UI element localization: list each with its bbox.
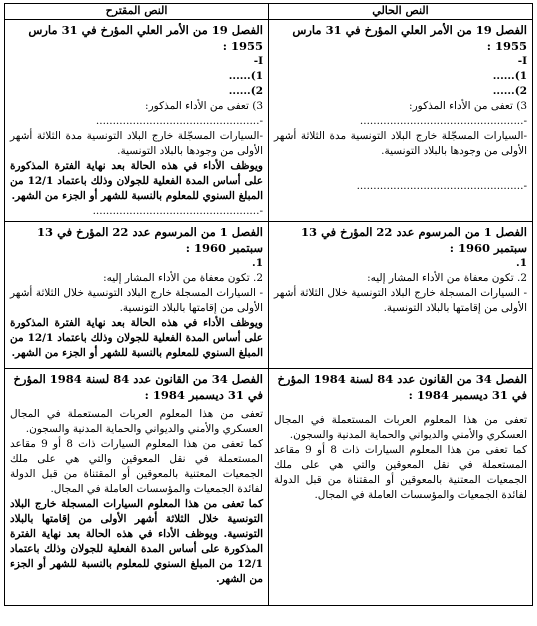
cell-proposed [5,222,269,369]
text-line: 1)...... [492,70,527,82]
article-title: الفصل 1 من المرسوم عدد 22 المؤرخ في 13 سبتمبر 1960 : [37,225,263,255]
added-text: كما تعفى من هذا المعلوم السيارات المسجلة خارج البلاد التونسية خلال الثلاثة أشهر الأولى من إقامتها بالبلاد التونسية. ويوظف الأداء في هذه الحالة بعد نهاية الفترة المذكورة على أساس المدة الفعلية للجولان وذلك باعتماد 12/1 من المبلغ السنوي للمعلوم بالنسبة للشهر أو الجزء من الشهر. [10,498,263,585]
text-line: I- [253,55,263,67]
article-title: الفصل 34 من القانون عدد 84 لسنة 1984 المؤرخ في 31 ديسمبر 1984 : [277,372,527,402]
cell-current [269,20,533,222]
text-line: -السيارات المسجّلة خارج البلاد التونسية مدة الثلاثة أشهر الأولى من وجودها بالبلاد التونسية. [10,130,263,157]
text-line: - السيارات المسجلة خارج البلاد التونسية خلال الثلاثة أشهر الأولى من إقامتها بالبلاد التونسية. [10,287,263,314]
text-line: -.................................................. [356,180,527,192]
text-line: 2)...... [492,85,527,97]
header-current: النص الحالي [269,4,533,20]
table-row [5,222,533,369]
article-title: الفصل 19 من الأمر العلي المؤرخ في 31 مارس 1955 : [292,23,527,53]
article-title: الفصل 1 من المرسوم عدد 22 المؤرخ في 13 سبتمبر 1960 : [301,225,527,255]
text-line: 3) تعفى من الأداء المذكور: [145,100,263,112]
header-row [5,4,533,20]
text-line: 2. تكون معفاة من الأداء المشار إليه: [367,272,527,284]
text-line: -.................................................. [92,205,263,217]
text-paragraph: كما تعفى من هذا المعلوم السيارات ذات 8 أو 9 مقاعد المستعملة في نقل المعوقين والتي هي على ملك الجمعيات المعتنية بالمعوقين أو المقتناة من قبل الدولة لفائدة الجمعيات والمؤسسات العاملة في المجال. [10,438,264,495]
text-line: 2)...... [228,85,263,97]
text-line: - السيارات المسجلة خارج البلاد التونسية خلال الثلاثة أشهر الأولى من إقامتها بالبلاد التونسية. [274,287,527,314]
cell-current [269,369,533,606]
text-paragraph: تعفى من هذا المعلوم العربات المستعملة في المجال العسكري والأمني والديواني والحماية المدنية والسجون. [274,414,527,441]
text-line: -................................................. [95,115,263,127]
added-text: ويوظف الأداء في هذه الحالة بعد نهاية الفترة المذكورة على أساس المدة الفعلية للجولان وذلك باعتماد 12/1 من المبلغ السنوي للمعلوم بالنسبة للشهر أو الجزء من الشهر. [10,160,263,202]
article-title: الفصل 34 من القانون عدد 84 لسنة 1984 المؤرخ في 31 ديسمبر 1984 : [13,372,263,402]
table-row [5,20,533,222]
cell-proposed [5,20,269,222]
text-line: 1)...... [228,70,263,82]
text-line: I- [517,55,527,67]
text-line: 1. [252,257,263,269]
text-paragraph: تعفى من هذا المعلوم العربات المستعملة في المجال العسكري والأمني والديواني والحماية المدنية والسجون. [10,408,263,435]
comparison-table [4,3,533,606]
text-line: -................................................. [359,115,527,127]
text-line: 1. [516,257,527,269]
text-paragraph: كما تعفى من هذا المعلوم السيارات ذات 8 أو 9 مقاعد المستعملة في نقل المعوقين والتي هي على ملك الجمعيات المعتنية بالمعوقين أو المقتناة من قبل الدولة لفائدة الجمعيات والمؤسسات العاملة في المجال. [274,444,528,501]
cell-proposed [5,369,269,606]
article-title: الفصل 19 من الأمر العلي المؤرخ في 31 مارس 1955 : [28,23,263,53]
text-line: 3) تعفى من الأداء المذكور: [409,100,527,112]
cell-current [269,222,533,369]
header-proposed: النص المقترح [5,4,269,20]
table-row [5,369,533,606]
text-line: 2. تكون معفاة من الأداء المشار إليه: [103,272,263,284]
text-line: -السيارات المسجّلة خارج البلاد التونسية مدة الثلاثة أشهر الأولى من وجودها بالبلاد التونسية. [274,130,527,157]
added-text: ويوظف الأداء في هذه الحالة بعد نهاية الفترة المذكورة على أساس المدة الفعلية للجولان وذلك باعتماد 12/1 من المبلغ السنوي للمعلوم بالنسبة للشهر أو الجزء من الشهر. [10,317,263,359]
